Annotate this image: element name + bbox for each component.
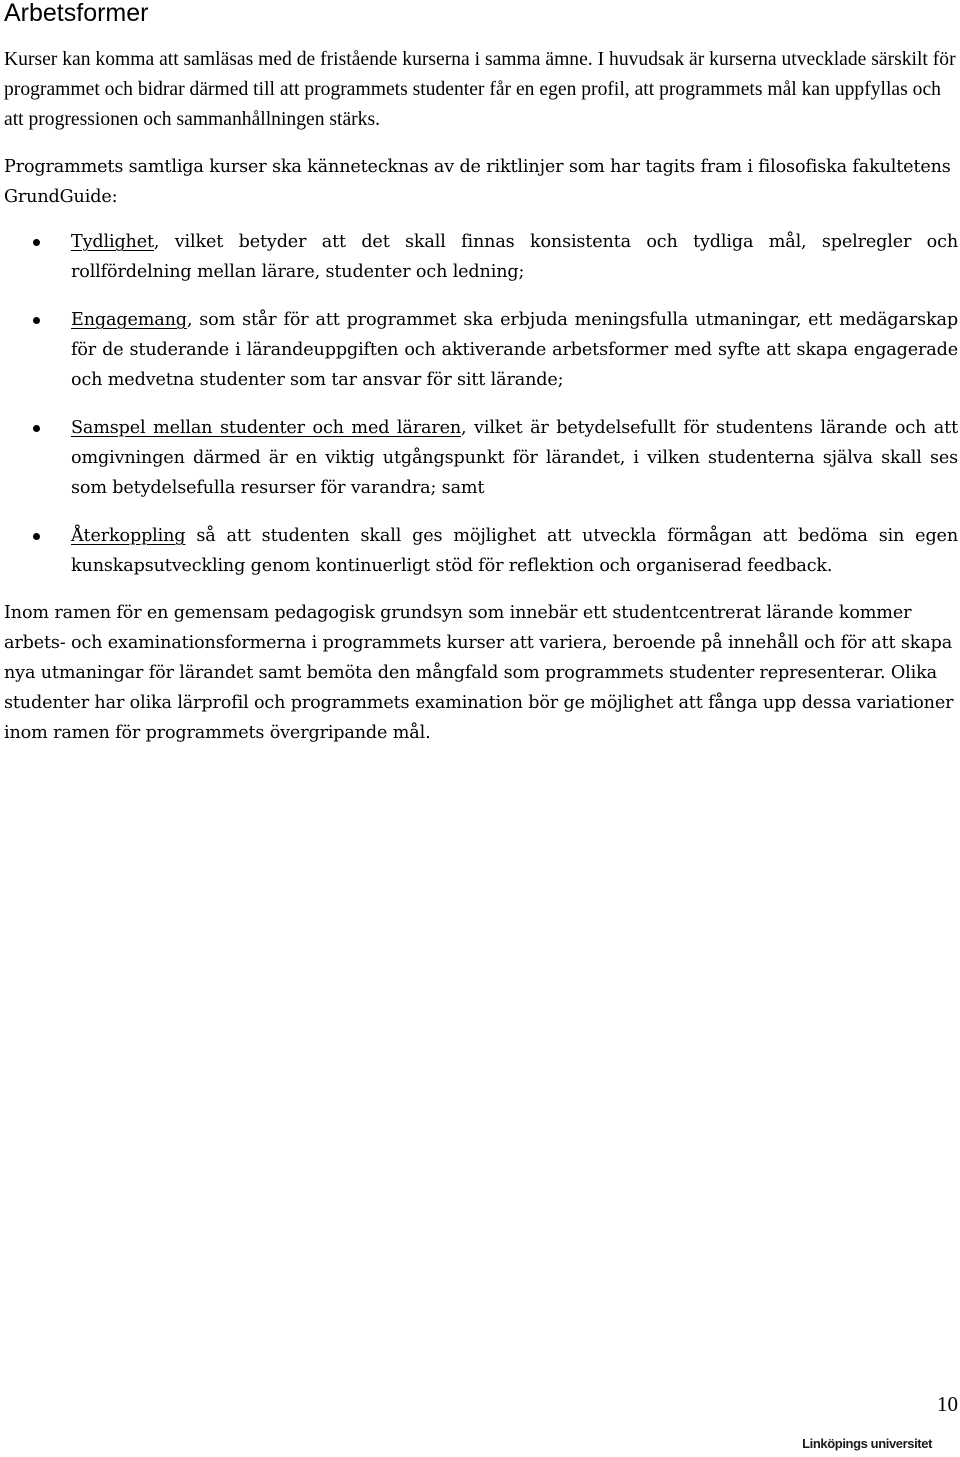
list-item-term: Återkoppling [71, 526, 186, 546]
list-item-text: , vilket är betydelsefullt för studentens lärande och att omgivningen därmed är en viktig utgångspunkt för lärandet, i vilken studenterna själva skall ses som betydelsefulla resurser för varandra; samt [71, 418, 958, 498]
university-logo: Linköpings universitet [802, 1436, 932, 1451]
list-item [0, 521, 960, 581]
page-number: 10 [937, 1392, 958, 1416]
list-item [0, 413, 960, 503]
list-item-term: Engagemang [71, 310, 187, 330]
list-item-term: Samspel mellan studenter och med läraren [71, 418, 462, 438]
guideline-list [0, 227, 960, 581]
closing-paragraph: Inom ramen för en gemensam pedagogisk grundsyn som innebär ett studentcentrerat lärande kommer arbets- och examinationsformerna i programmets kurser att variera, beroende på innehåll och för att skapa nya utmaningar för lärandet samt bemöta den mångfald som programmets studenter representerar. Olika studenter har olika lärprofil och programmets examination bör ge möjlighet att fånga upp dessa variationer inom ramen för programmets övergripande mål. [4, 603, 954, 743]
bullet-icon [33, 317, 40, 324]
intro-paragraph: Kurser kan komma att samläsas med de fristående kurserna i samma ämne. I huvudsak är kurserna utvecklade särskilt för programmet och bidrar därmed till att programmets studenter får en egen profil, att programmets mål kan uppfyllas och att progressionen och sammanhållningen stärks. [4, 49, 956, 130]
list-item [0, 227, 960, 287]
bullet-icon [33, 239, 40, 246]
list-item-term: Tydlighet [71, 232, 154, 252]
list-item-text: , vilket betyder att det skall finnas konsistenta och tydliga mål, spelregler och rollfördelning mellan lärare, studenter och ledning; [71, 232, 958, 282]
guide-paragraph: Programmets samtliga kurser ska kännetecknas av de riktlinjer som har tagits fram i filosofiska fakultetens GrundGuide: [4, 157, 951, 207]
section-heading: Arbetsformer [4, 0, 149, 27]
list-item-text: så att studenten skall ges möjlighet att utveckla förmågan att bedöma sin egen kunskapsutveckling genom kontinuerligt stöd för reflektion och organiserad feedback. [71, 526, 958, 576]
list-item-text: , som står för att programmet ska erbjuda meningsfulla utmaningar, ett medägarskap för de studerande i lärandeuppgiften och aktiverande arbetsformer med syfte att skapa engagerade och medvetna studenter som tar ansvar för sitt lärande; [71, 310, 958, 390]
bullet-icon [33, 425, 40, 432]
bullet-icon [33, 533, 40, 540]
list-item [0, 305, 960, 395]
